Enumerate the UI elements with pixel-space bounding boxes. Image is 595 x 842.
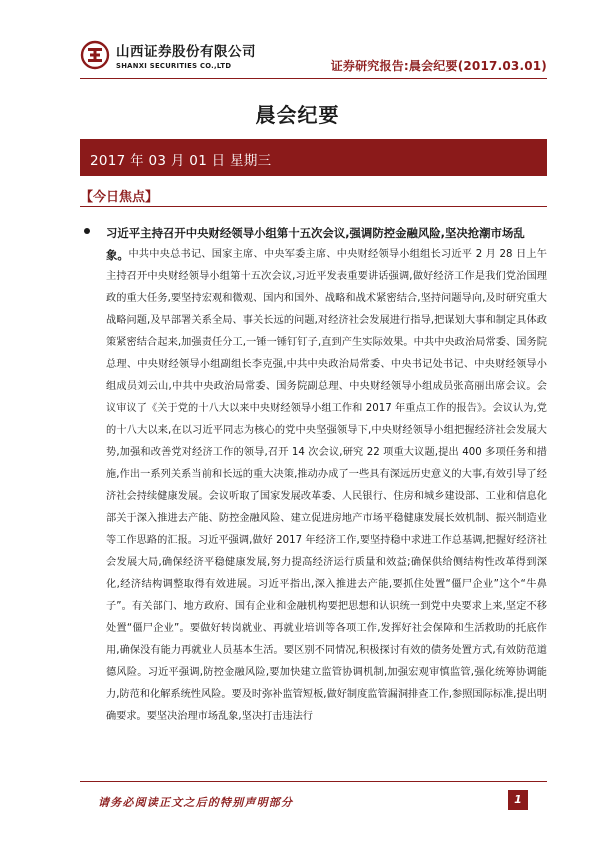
date-line: 2017 年 03 月 01 日 星期三 xyxy=(90,153,272,169)
page-number: 1 xyxy=(508,790,528,810)
item-body: 中共中央总书记、国家主席、中央军委主席、中央财经领导小组组长习近平 2 月 28 日上午主持召开中央财经领导小组第十五次会议,习近平发表重要讲话强调,做好经济工作是我们党治国理政的重大任务,要坚持宏观和微观、国内和国外、战略和战术紧密结合,坚持问题导向,及时研究重大战略问题,及早部署关系全局、事关长远的问题,对经济社会发展进行指导,把谋划大事和制定具体政策紧密结合起来,加强责任分工,一锤一锤钉钉子,直到产生实际效果。中共中央政治局常委、国务院总理、中央财经领导小组副组长李克强,中共中央政治局常委、中央书记处书记、中央财经领导小组成员刘云山,中共中央政治局常委、国务院副总理、中央财经领导小组成员张高丽出席会议。会议审议了《关于党的十八大以来中央财经领导小组工作和 2017 年重点工作的报告》。会议认为,党的十八大以来,在以习近平同志为核心的党中央坚强领导下,中央财经领导小组把握经济社会发展大势,加强和改善党对经济工作的领导,召开 14 次会议,研究 22 项重大议题,提出 400 多项任务和措施,作出一系列关系当前和长远的重大决策,推动办成了一些具有深远历史意义的大事,有效引导了经济社会持续健康发展。会议听取了国家发展改革委、人民银行、住房和城乡建设部、工业和信息化部关于深入推进去产能、防控金融风险、建立促进房地产市场平稳健康发展长效机制、振兴制造业等工作思路的汇报。习近平强调,做好 2017 年经济工作,要坚持稳中求进工作总基调,把握好经济社会发展大局,确保经济平稳健康发展,努力提高经济运行质量和效益;确保供给侧结构性改革得到深化,经济结构调整取得有效进展。习近平指出,深入推进去产能,要抓住处置“僵尸企业”这个“牛鼻子”。有关部门、地方政府、国有企业和金融机构要把思想和认识统一到党中央要求上来,坚定不移处置“僵尸企业”。要做好转岗就业、再就业培训等各项工作,发挥好社会保障和生活救助的托底作用,确保没有能力再就业人员基本生活。要区别不同情况,积极探讨有效的债务处置方式,有效防范道德风险。习近平强调,防控金融风险,要加快建立监管协调机制,加强宏观审慎监管,强化统筹协调能力,防范和化解系统性风险。要及时弥补监管短板,做好制度监管漏洞排查工作,参照国际标准,提出明确要求。要坚决治理市场乱象,坚决打击违法行 xyxy=(106,249,547,722)
report-title: 证券研究报告:晨会纪要(2017.03.01) xyxy=(330,59,547,73)
date-banner xyxy=(80,139,547,176)
section-divider xyxy=(80,206,547,207)
footer-notice: 请务必阅读正文之后的特别声明部分 xyxy=(98,796,294,809)
header-divider xyxy=(80,78,547,79)
section-title: 【今日焦点】 xyxy=(80,190,159,205)
page-header xyxy=(0,0,595,86)
footer-divider xyxy=(80,781,547,782)
item-headline: 习近平主持召开中央财经领导小组第十五次会议,强调防控金融风险,坚决抢潮市场乱象。 xyxy=(106,226,525,262)
document-title: 晨会纪要 xyxy=(255,103,340,127)
bullet-icon xyxy=(84,228,90,234)
company-logo-icon xyxy=(80,40,110,70)
company-name-en: SHANXI SECURITIES CO.,LTD xyxy=(116,62,232,70)
company-name xyxy=(116,44,256,71)
company-name-cn: 山西证券股份有限公司 xyxy=(116,44,256,60)
